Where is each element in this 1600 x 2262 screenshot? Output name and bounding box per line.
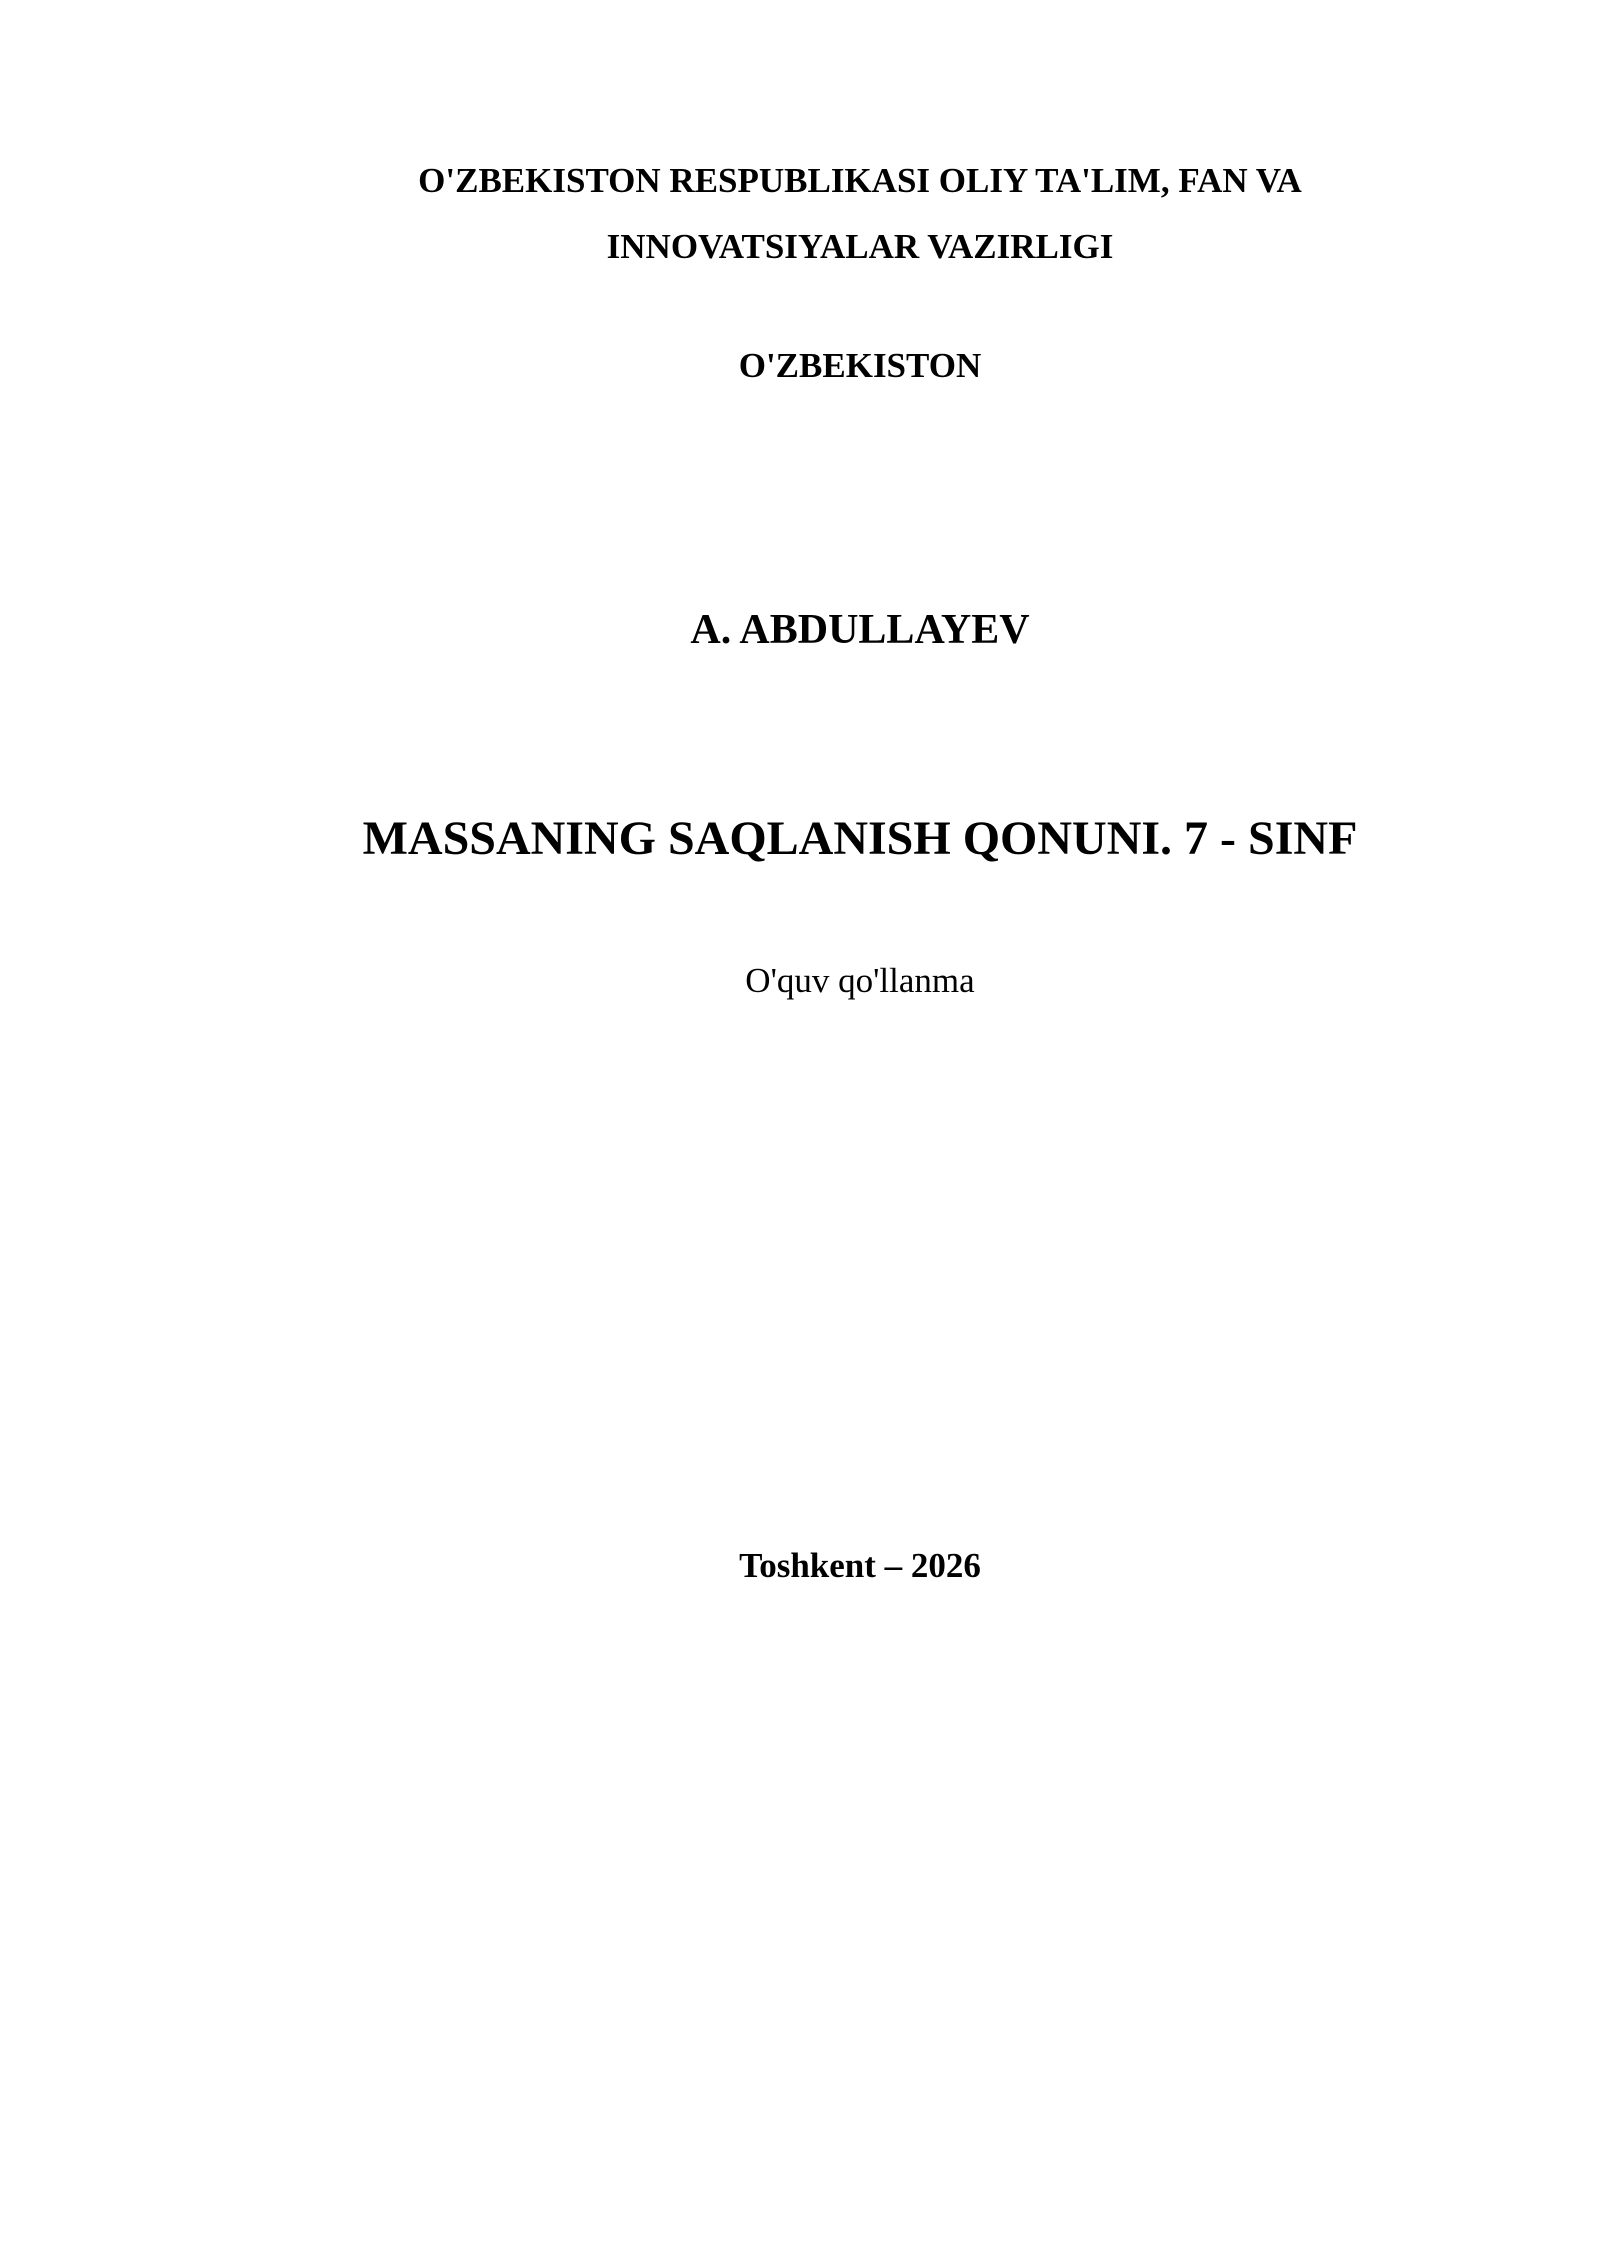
ministry-heading <box>340 148 1380 280</box>
ministry-line-2: INNOVATSIYALAR VAZIRLIGI <box>606 227 1114 266</box>
document-subtitle: O'quv qo'llanma <box>745 961 975 1000</box>
country-heading: O'ZBEKISTON <box>738 346 982 385</box>
document-title: MASSANING SAQLANISH QONUNI. 7 - SINF <box>362 812 1358 865</box>
place-and-year: Toshkent – 2026 <box>739 1546 981 1585</box>
author-name: A. ABDULLAYEV <box>690 607 1030 653</box>
ministry-line-1: O'ZBEKISTON RESPUBLIKASI OLIY TA'LIM, FAN VA <box>418 161 1302 200</box>
